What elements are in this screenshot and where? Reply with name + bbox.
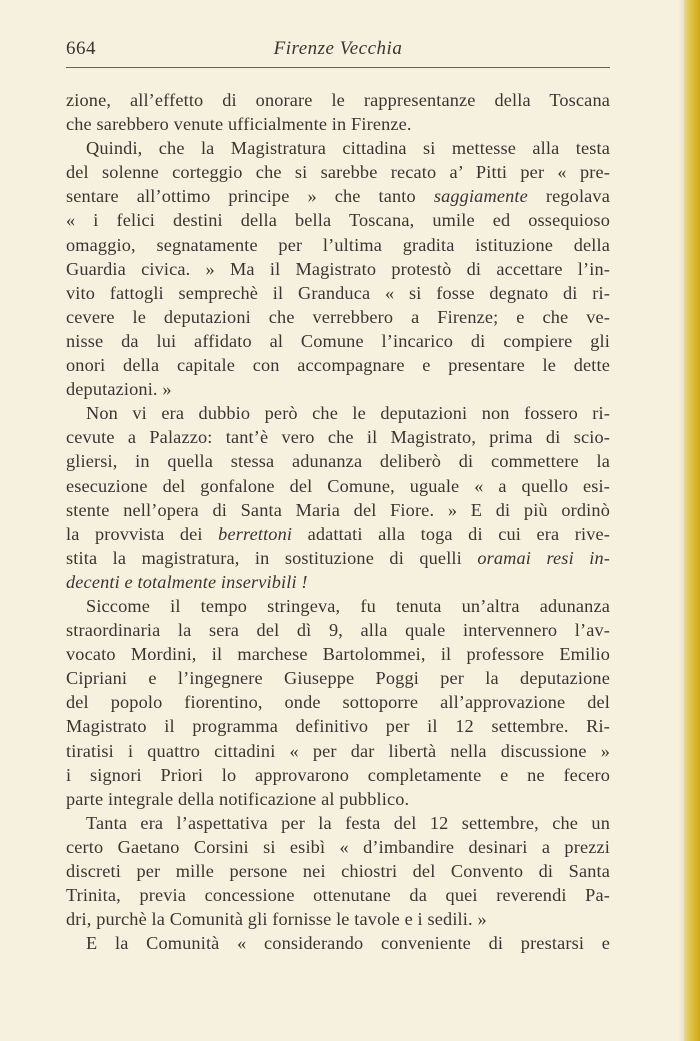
text-line: cevute a Palazzo: tant’è vero che il Magistrato, prima di scio- <box>66 427 610 448</box>
text-line: deputazioni. » <box>66 379 172 400</box>
text-line: del solenne corteggio che si sarebbe recato a’ Pitti per « pre- <box>66 162 610 183</box>
italic-segment: oramai resi in- <box>477 547 610 568</box>
text-line <box>66 546 610 570</box>
page-edge-shadow <box>678 0 684 1041</box>
text-line: parte integrale della notificazione al pubblico. <box>66 788 410 809</box>
text-line: Guardia civica. » Ma il Magistrato protestò di accettare l’in- <box>66 258 610 279</box>
text-line: nisse da lui affidato al Comune l’incarico di compiere gli <box>66 330 610 351</box>
text-line: discreti per mille persone nei chiostri del Convento di Santa <box>66 861 610 881</box>
text-line: certo Gaetano Corsini si esibì « d’imbandire desinari a prezzi <box>66 836 610 857</box>
italic-segment: decenti e totalmente inservibili ! <box>66 571 308 592</box>
text-line: dri, purchè la Comunità gli fornisse le tavole e i sedili. » <box>66 909 487 930</box>
text-line: che sarebbero venute ufficialmente in Firenze. <box>66 114 412 135</box>
page-number: 664 <box>66 38 96 59</box>
text-segment: regolava <box>527 186 610 207</box>
text-line: Tanta era l’aspettativa per la festa del 12 settembre, che un <box>86 812 610 833</box>
italic-segment: saggiamente <box>433 186 528 207</box>
text-line: Non vi era dubbio però che le deputazioni non fossero ri- <box>86 403 610 424</box>
text-line: del popolo fiorentino, onde sottoporre all’approvazione del <box>66 692 610 713</box>
page-edge <box>684 0 700 1041</box>
text-line: Magistrato il programma definitivo per il 12 settembre. Ri- <box>66 716 610 737</box>
header-rule <box>66 67 610 68</box>
text-line: i signori Priori lo approvarono completamente e ne fecero <box>66 764 610 785</box>
text-line: esecuzione del gonfalone del Comune, uguale « a quello esi- <box>66 475 610 496</box>
text-segment: adattati alla toga di cui era rive- <box>292 523 610 544</box>
text-line: E la Comunità « considerando conveniente di prestarsi e <box>86 933 610 954</box>
text-segment: sentare all’ottimo principe » che tanto <box>66 186 434 207</box>
text-line: Cipriani e l’ingegnere Giuseppe Poggi per la deputazione <box>66 668 610 689</box>
text-line <box>66 522 610 546</box>
text-line <box>66 570 610 594</box>
text-line: cevere le deputazioni che verrebbero a Firenze; e che ve- <box>66 306 610 327</box>
text-line: gliersi, in quella stessa adunanza deliberò di commettere la <box>66 451 610 472</box>
text-line: « i felici destini della bella Toscana, umile ed ossequioso <box>66 210 610 231</box>
text-segment: la provvista dei <box>66 523 219 544</box>
italic-segment: berrettoni <box>218 523 293 544</box>
text-line: vocato Mordini, il marchese Bartolommei, il professore Emilio <box>66 644 610 665</box>
text-line: tiratisi i quattro cittadini « per dar libertà nella discussione » <box>66 740 610 761</box>
text-line: onori della capitale con accompagnare e presentare le dette <box>66 355 610 376</box>
text-line <box>66 184 610 208</box>
text-line: Trinita, previa concessione ottenutane da quei reverendi Pa- <box>66 885 610 906</box>
text-line: vito fattogli semprechè il Granduca « si fosse degnato di ri- <box>66 282 610 303</box>
text-line: Siccome il tempo stringeva, fu tenuta un’altra adunanza <box>86 595 610 616</box>
text-line: Quindi, che la Magistratura cittadina si mettesse alla testa <box>86 138 610 159</box>
running-title: Firenze Vecchia <box>273 38 403 59</box>
text-segment: stita la magistratura, in sostituzione di quelli <box>66 547 478 568</box>
text-line: straordinaria la sera del dì 9, alla quale intervennero l’av- <box>66 620 610 641</box>
page-header <box>66 38 610 62</box>
body-text <box>66 88 610 955</box>
text-line: zione, all’effetto di onorare le rappresentanze della Toscana <box>66 90 610 110</box>
text-line: omaggio, segnatamente per l’ultima gradita istituzione della <box>66 234 610 255</box>
text-line: stente nell’opera di Santa Maria del Fiore. » E di più ordinò <box>66 499 610 520</box>
